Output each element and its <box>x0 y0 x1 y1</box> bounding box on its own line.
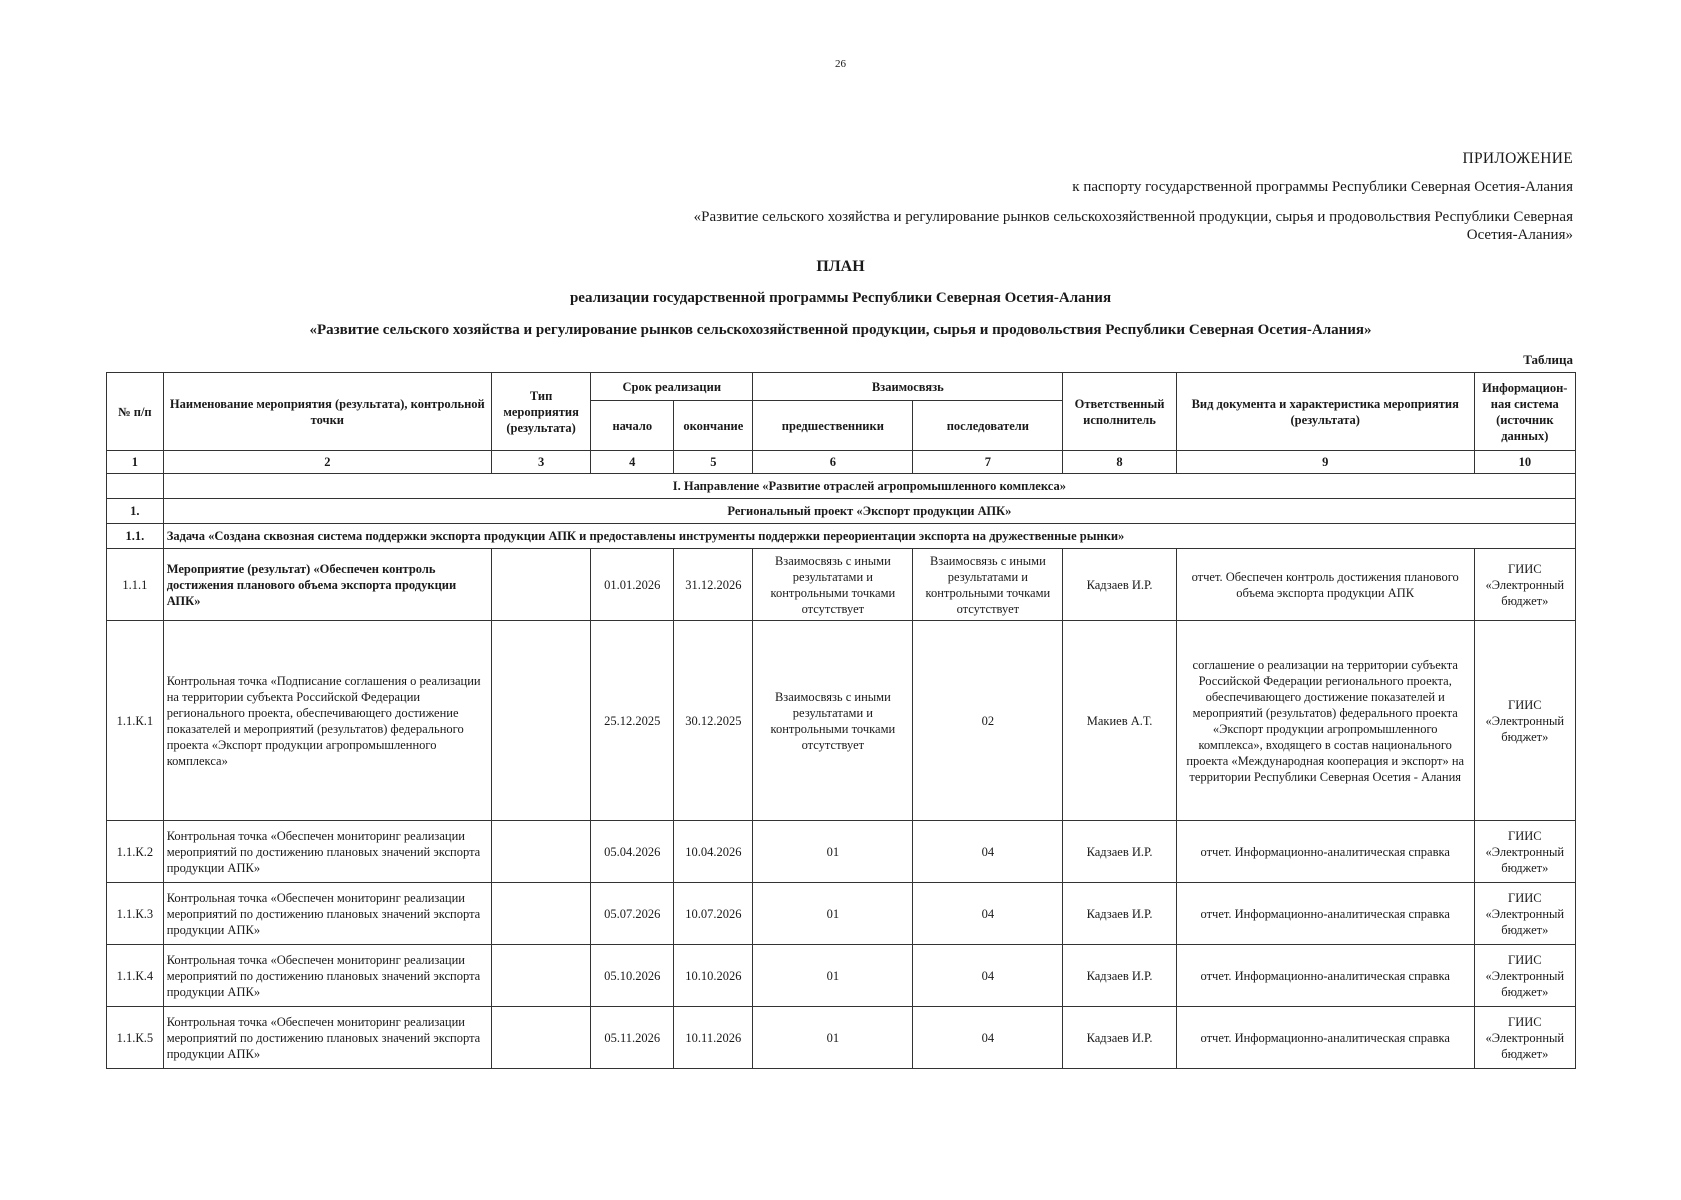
row-start: 05.04.2026 <box>591 821 674 883</box>
row-name: Контрольная точка «Обеспечен мониторинг реализации мероприятий по достижению плановых значений экспорта продукции АПК» <box>163 1007 491 1069</box>
row-end: 10.10.2026 <box>674 945 753 1007</box>
row-predecessors: 01 <box>753 821 913 883</box>
row-start: 05.07.2026 <box>591 883 674 945</box>
col-number: 10 <box>1474 451 1575 474</box>
row-responsible: Кадзаев И.Р. <box>1063 883 1176 945</box>
col-number: 9 <box>1176 451 1474 474</box>
row-info-system: ГИИС «Электронный бюджет» <box>1474 621 1575 821</box>
col-number: 6 <box>753 451 913 474</box>
row-responsible: Кадзаев И.Р. <box>1063 945 1176 1007</box>
header-info-system: Информацион-ная система (источник данных) <box>1474 373 1575 451</box>
row-document: отчет. Информационно-аналитическая справка <box>1176 821 1474 883</box>
row-type <box>491 1007 590 1069</box>
row-successors: 04 <box>913 883 1063 945</box>
row-num: 1.1.К.2 <box>107 821 164 883</box>
col-number: 2 <box>163 451 491 474</box>
row-predecessors: Взаимосвязь с иными результатами и контрольными точками отсутствует <box>753 621 913 821</box>
row-successors: 04 <box>913 1007 1063 1069</box>
row-name: Контрольная точка «Обеспечен мониторинг реализации мероприятий по достижению плановых значений экспорта продукции АПК» <box>163 883 491 945</box>
project-row <box>107 499 1576 524</box>
appendix-reference: к паспорту государственной программы Республики Северная Осетия-Алания <box>1072 179 1573 195</box>
direction-row <box>107 474 1576 499</box>
row-predecessors: 01 <box>753 945 913 1007</box>
col-number: 7 <box>913 451 1063 474</box>
header-predecessors: предшественники <box>753 401 913 451</box>
row-start: 25.12.2025 <box>591 621 674 821</box>
plan-title: ПЛАН <box>816 258 865 275</box>
row-num: 1.1.К.3 <box>107 883 164 945</box>
row-predecessors: Взаимосвязь с иными результатами и контрольными точками отсутствует <box>753 549 913 621</box>
row-document: отчет. Информационно-аналитическая справка <box>1176 945 1474 1007</box>
table-label: Таблица <box>1523 352 1573 367</box>
header-successors: последователи <box>913 401 1063 451</box>
row-successors: Взаимосвязь с иными результатами и контрольными точками отсутствует <box>913 549 1063 621</box>
table-row <box>107 883 1576 945</box>
header-end: окончание <box>674 401 753 451</box>
row-name: Контрольная точка «Подписание соглашения о реализации на территории субъекта Российской Федерации регионального проекта, обеспечивающего достижение показателей и мероприятий (результатов) федерального проекта «Экспорт продукции агропромышленного комплекса» <box>163 621 491 821</box>
row-type <box>491 821 590 883</box>
header-term: Срок реализации <box>591 373 753 401</box>
row-info-system: ГИИС «Электронный бюджет» <box>1474 945 1575 1007</box>
row-type <box>491 549 590 621</box>
row-type <box>491 945 590 1007</box>
row-name: Мероприятие (результат) «Обеспечен контроль достижения планового объема экспорта продукции АПК» <box>163 549 491 621</box>
row-num: 1.1.К.4 <box>107 945 164 1007</box>
row-type <box>491 883 590 945</box>
row-info-system: ГИИС «Электронный бюджет» <box>1474 883 1575 945</box>
row-type <box>491 621 590 821</box>
col-number: 8 <box>1063 451 1176 474</box>
row-info-system: ГИИС «Электронный бюджет» <box>1474 549 1575 621</box>
header-num: № п/п <box>107 373 164 451</box>
row-successors: 04 <box>913 945 1063 1007</box>
row-document: отчет. Обеспечен контроль достижения планового объема экспорта продукции АПК <box>1176 549 1474 621</box>
col-number: 4 <box>591 451 674 474</box>
row-responsible: Макиев А.Т. <box>1063 621 1176 821</box>
row-end: 31.12.2026 <box>674 549 753 621</box>
row-num: 1.1.К.5 <box>107 1007 164 1069</box>
row-end: 10.07.2026 <box>674 883 753 945</box>
plan-table <box>106 372 1576 1069</box>
row-predecessors: 01 <box>753 883 913 945</box>
table-row <box>107 821 1576 883</box>
appendix-title: ПРИЛОЖЕНИЕ <box>1462 150 1573 167</box>
row-start: 05.10.2026 <box>591 945 674 1007</box>
table-row <box>107 1007 1576 1069</box>
row-document: отчет. Информационно-аналитическая справка <box>1176 883 1474 945</box>
col-number: 5 <box>674 451 753 474</box>
header-type: Тип мероприятия (результата) <box>491 373 590 451</box>
row-document: соглашение о реализации на территории субъекта Российской Федерации регионального проекта, обеспечивающего достижение показателей и мероприятий (результатов) федерального проекта «Экспорт продукции агропромышленного комплекса», входящего в состав национального проекта «Международная кооперация и экспорт» на территории Республики Северная Осетия - Алания <box>1176 621 1474 821</box>
row-num: 1.1.1 <box>107 549 164 621</box>
project-title: Региональный проект «Экспорт продукции АПК» <box>163 499 1575 524</box>
row-end: 30.12.2025 <box>674 621 753 821</box>
table-row <box>107 945 1576 1007</box>
row-successors: 04 <box>913 821 1063 883</box>
appendix-program-name: «Развитие сельского хозяйства и регулирование рынков сельскохозяйственной продукции, сырья и продовольствия Республики Северная Осетия-Алания» <box>693 209 1573 243</box>
row-start: 01.01.2026 <box>591 549 674 621</box>
table-row <box>107 621 1576 821</box>
column-numbers-row <box>107 451 1576 474</box>
task-num: 1.1. <box>107 524 164 549</box>
row-name: Контрольная точка «Обеспечен мониторинг реализации мероприятий по достижению плановых значений экспорта продукции АПК» <box>163 945 491 1007</box>
table-row <box>107 549 1576 621</box>
row-end: 10.11.2026 <box>674 1007 753 1069</box>
direction-title: I. Направление «Развитие отраслей агропромышленного комплекса» <box>163 474 1575 499</box>
row-name: Контрольная точка «Обеспечен мониторинг реализации мероприятий по достижению плановых значений экспорта продукции АПК» <box>163 821 491 883</box>
row-responsible: Кадзаев И.Р. <box>1063 1007 1176 1069</box>
plan-program-title: «Развитие сельского хозяйства и регулирование рынков сельскохозяйственной продукции, сырья и продовольствия Республики Северная Осетия-Алания» <box>309 322 1372 338</box>
header-responsible: Ответственный исполнитель <box>1063 373 1176 451</box>
header-name: Наименование мероприятия (результата), контрольной точки <box>163 373 491 451</box>
header-link: Взаимосвязь <box>753 373 1063 401</box>
row-info-system: ГИИС «Электронный бюджет» <box>1474 821 1575 883</box>
row-responsible: Кадзаев И.Р. <box>1063 821 1176 883</box>
plan-subtitle: реализации государственной программы Республики Северная Осетия-Алания <box>569 290 1112 306</box>
row-start: 05.11.2026 <box>591 1007 674 1069</box>
row-document: отчет. Информационно-аналитическая справка <box>1176 1007 1474 1069</box>
col-number: 3 <box>491 451 590 474</box>
header-start: начало <box>591 401 674 451</box>
row-successors: 02 <box>913 621 1063 821</box>
header-document: Вид документа и характеристика мероприятия (результата) <box>1176 373 1474 451</box>
row-end: 10.04.2026 <box>674 821 753 883</box>
row-info-system: ГИИС «Электронный бюджет» <box>1474 1007 1575 1069</box>
task-row <box>107 524 1576 549</box>
page-number: 26 <box>835 58 846 70</box>
row-num: 1.1.К.1 <box>107 621 164 821</box>
row-predecessors: 01 <box>753 1007 913 1069</box>
task-title: Задача «Создана сквозная система поддержки экспорта продукции АПК и предоставлены инструменты поддержки переориентации экспорта на дружественные рынки» <box>163 524 1575 549</box>
project-num: 1. <box>107 499 164 524</box>
row-responsible: Кадзаев И.Р. <box>1063 549 1176 621</box>
col-number: 1 <box>107 451 164 474</box>
